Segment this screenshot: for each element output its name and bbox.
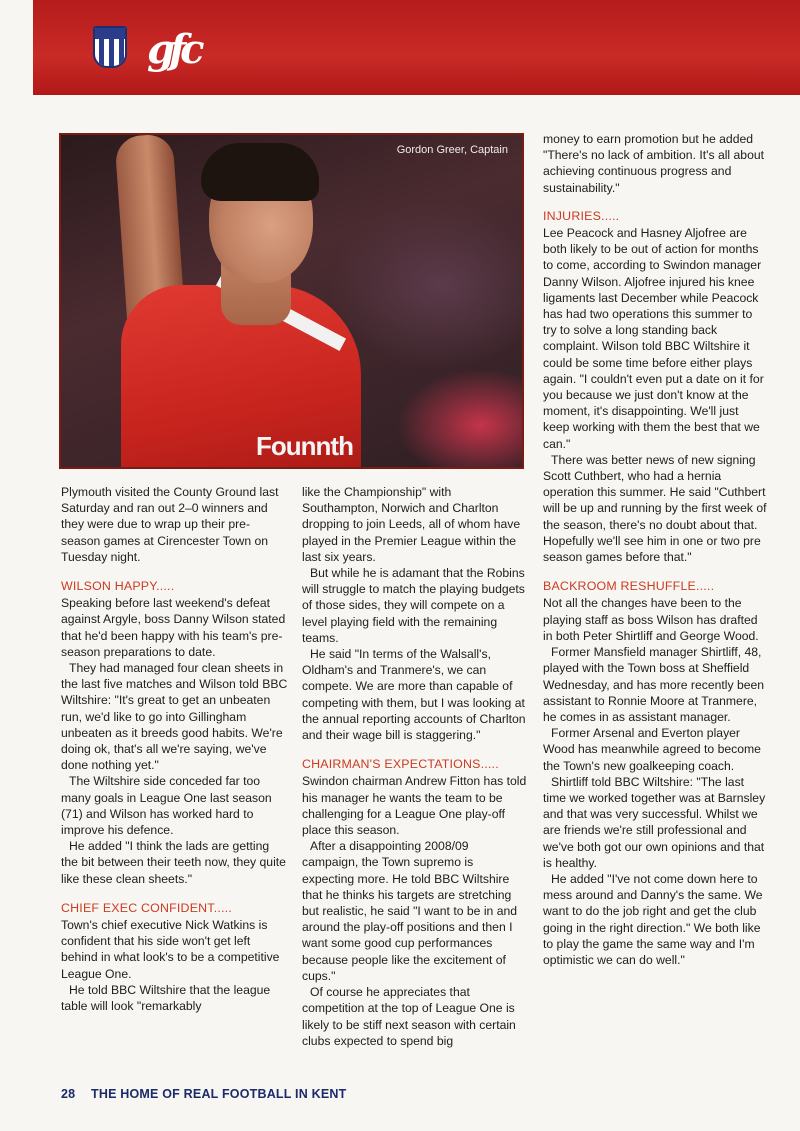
paragraph: After a disappointing 2008/09 campaign, the Town supremo is expecting more. He told BBC Wiltshire that he thinks his targets are stretching but realistic, he said "I want to be in and around the play-off positions and then I want some good cup performances because people like the excitement of cups." (302, 839, 518, 983)
paragraph: Former Mansfield manager Shirtliff, 48, played with the Town boss at Sheffield Wednesday, and has more recently been assistant to Ronnie Moore at Tranmere, he comes in as assistant manager. (543, 645, 765, 724)
header-banner (33, 0, 800, 95)
paragraph: They had managed four clean sheets in the last five matches and Wilson told BBC Wiltshire: "It's great to get an unbeaten run, we'd like to go into Gillingham unbeaten as it breeds good habits. We're doing ok, that's all we're saying, we've done nothing yet." (61, 661, 288, 773)
section-heading: CHIEF EXEC CONFIDENT..... (61, 900, 232, 915)
paragraph: He said "In terms of the Walsall's, Oldham's and Tranmere's, we can compete. We are more than capable of competing with them, but I was looking at the annual reporting accounts of Charlton and their wage bill is staggering." (302, 647, 526, 743)
article-column-3 (543, 131, 767, 968)
club-crest-icon (93, 26, 127, 68)
footer-tagline: THE HOME OF REAL FOOTBALL IN KENT (91, 1087, 347, 1101)
paragraph: Former Arsenal and Everton player Wood has meanwhile agreed to become the Town's new goalkeeping coach. (543, 726, 761, 773)
page-footer (61, 1087, 346, 1101)
paragraph: Of course he appreciates that competition at the top of League One is likely to be stiff next season with certain clubs expected to spend big (302, 985, 516, 1048)
paragraph: Plymouth visited the County Ground last Saturday and ran out 2–0 winners and they were due to wrap up their pre-season games at Cirencester Town on Tuesday night. (61, 485, 279, 564)
gfc-logo: gfc (147, 26, 199, 73)
paragraph: There was better news of new signing Scott Cuthbert, who had a hernia operation this summer. He said "Cuthbert will be up and running by the first week of the season, there's no doubt about that. Hopefully we'll see him in one or two pre season games before that." (543, 452, 767, 565)
paragraph: Speaking before last weekend's defeat against Argyle, boss Danny Wilson stated that he'd been happy with his team's pre-season preparations to date. (61, 596, 286, 659)
paragraph: Swindon chairman Andrew Fitton has told his manager he wants the team to be challenging for a League One play-off place this season. (302, 774, 527, 838)
paragraph: like the Championship" with Southampton, Norwich and Charlton dropping to join Leeds, all of whom have played in the Premier League within the last six years. (302, 485, 521, 564)
paragraph: Not all the changes have been to the playing staff as boss Wilson has drafted in both Peter Shirtliff and George Wood. (543, 596, 759, 643)
paragraph: He added "I think the lads are getting the bit between their teeth now, they quite like these clean sheets." (61, 839, 286, 886)
section-heading: WILSON HAPPY..... (61, 579, 175, 594)
paragraph: The Wiltshire side conceded far too many goals in League One last season (71) and Wilson has worked hard to improve his defence. (61, 774, 272, 838)
paragraph: Town's chief executive Nick Watkins is confident that his side won't get left behind in what look's to be a competitive League One. (61, 918, 280, 981)
paragraph: But while he is adamant that the Robins will struggle to match the playing budgets of those sides, they will compete on a level playing field with the remaining teams. (302, 566, 525, 645)
section-heading: BACKROOM RESHUFFLE..... (543, 579, 715, 594)
paragraph: Lee Peacock and Hasney Aljofree are both likely to be out of action for months to come, according to Swindon manager Danny Wilson. Aljofree injured his knee ligaments last December while Peacock has had two operations this summer to try to solve a long standing back complaint. Wilson told BBC Wiltshire it could be some time before either plays again. "I couldn't even put a date on it for you because we just don't know at the moment, it's disappointing. We'll just keep working with them the best that we can." (543, 226, 764, 451)
paragraph: He told BBC Wiltshire that the league table will look "remarkably (61, 982, 271, 1014)
paragraph: money to earn promotion but he added "There's no lack of ambition. It's all about achieving continuous progress and sustainability." (543, 132, 765, 195)
paragraph: He added "I've not come down here to mess around and Danny's the same. We want to do the job right and get the club going in the right direction." We both like to play the game the same way and I'm optimistic we can do well." (543, 871, 763, 967)
photo-caption: Gordon Greer, Captain (396, 144, 508, 156)
page-number: 28 (61, 1087, 76, 1101)
paragraph: Shirtliff told BBC Wiltshire: "The last time we worked together was at Barnsley and that was very successful. Whilst we are friends we're still professional and we've both got our own opinions and that is healthy. (543, 774, 766, 870)
shirt-sponsor-text: Founnth (256, 431, 353, 461)
captain-photo (59, 133, 524, 469)
section-heading: CHAIRMAN'S EXPECTATIONS..... (302, 757, 499, 772)
article-column-2 (302, 484, 528, 1049)
section-heading: INJURIES..... (543, 208, 620, 223)
article-column-1 (61, 484, 289, 1014)
